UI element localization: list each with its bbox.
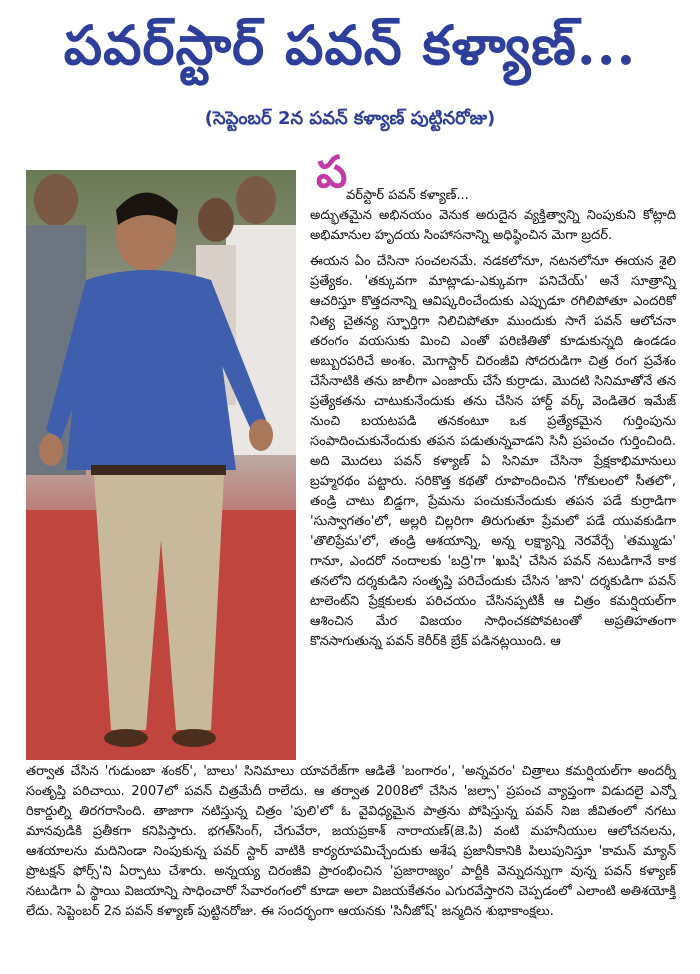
article-photo <box>26 170 296 760</box>
dropcap-letter: ప <box>316 147 348 198</box>
paragraph: తర్వాత చేసిన 'గుడుంబా శంకర్', 'బాలు' సినిమాలు యావరేజ్‌గా ఆడితే 'బంగారం', 'అన్నవరం' చిత్రాలు కమర్షియల్‌గా అందర్నీ సంతృప్తి పరిచాయి. 2007లో పవన్ చిత్రమేదీ రాలేదు. ఆ తర్వాత 2008లో చేసిన 'జల్సా' ప్రపంచ వ్యాప్తంగా విడుదలై ఎన్నో రికార్డుల్ని తిరగరాసింది. తాజాగా నటిస్తున్న చిత్రం 'పులి'లో ఓ వైవిధ్యమైన పాత్రను పోషిస్తున్న పవన్ నిజ జీవితంలో నగటు మానవుడికి ప్రతీకగా కనిపిస్తారు. భగత్‌సింగ్, చేగువేరా, జయప్రకాశ్ నారాయణ్(జె.పి) వంటి మహనీయుల ఆలోచనలను, ఆశయాలను మదినిండా నింపుకున్న పవర్ స్టార్ వాటికి కార్యరూపమిచ్చేందుకు అశేష ప్రజానీకానికి పిలుపునిస్తూ 'కామన్ మ్యాన్ ప్రొటక్షన్ ఫోర్స్'ని ఏర్పాటు చేశారు. అన్నయ్య చిరంజీవి ప్రారంభించిన 'ప్రజారాజ్యం' పార్టీకి వెన్నుదన్నుగా వున్న పవన్ కళ్యాణ్ నటుడిగా ఏ స్థాయి విజయాన్ని సాధించారో సేవారంగంలో కూడా అలా విజయకేతనం ఎగురవేస్తారని చెప్పడంలో ఎలాంటి అతిశయోక్తి లేదు. సెప్టెంబర్ 2న పవన్ కళ్యాణ్ పుట్టినరోజు. ఈ సందర్భంగా ఆయనకు 'సినీజోష్' జన్మదిన శుభాకాంక్షలు. <box>26 764 676 919</box>
subheadline: (సెప్టెంబర్ 2న పవన్ కళ్యాణ్ పుట్టినరోజు) <box>204 108 496 129</box>
headline: పవర్‌స్టార్ పవన్ కళ్యాణ్... <box>63 13 637 77</box>
article-column-text <box>310 206 676 658</box>
paragraph: అద్భుతమైన అభినయం వెనుక అరుదైన వ్యక్తిత్వాన్ని నింపుకుని కోట్లాది అభిమానుల హృదయ సింహాసనాన్ని అధిష్ఠించిన మెగా బ్రదర్. <box>310 208 676 243</box>
article-intro-line: వర్‌స్టార్ పవన్ కళ్యాణ్... <box>346 188 469 203</box>
article-full-width-text <box>26 762 676 922</box>
photo-person-icon <box>26 170 296 760</box>
paragraph: ఈయన ఏం చేసినా సంచలనమే. నడకలోనూ, నటనలోనూ ఈయన శైలి ప్రత్యేకం. 'తక్కువగా మాట్లాడు-ఎక్కువగా పనిచేయ్' అనే సూత్రాన్ని ఆచరిస్తూ కొత్తదనాన్ని ఆవిష్కరించేందుకు ఎప్పుడూ రగిలిపోతూ ఎందరికో నిత్య చైతన్య స్ఫూర్తిగా నిలిచిపోతూ ముందుకు సాగే పవన్ ఆలోచనా తరంగం వయసుకు మించి ఎంతో పరిణితితో కూడుకున్నది ఉండడం అబ్బురపరిచే అంశం. మెగాస్టార్ చిరంజీవి సోదరుడిగా చిత్ర రంగ ప్రవేశం చేసేనాటికి తను జాలీగా ఎంజాయ్ చేసే కుర్రాడు. మొదటి సినిమాతోనే తన ప్రత్యేకతను చాటుకునేందుకు తను చేసిన హార్డ్ వర్క్ వెండితెర ఇమేజ్ నుంచి బయటపడి తనకంటూ ఒక ప్రత్యేకమైన గుర్తింపును సంపాదించుకునేందుకు తపన పడుతున్నవాడని సినీ ప్రపంచం గుర్తించింది. అది మొదలు పవన్ కళ్యాణ్ ఏ సినిమా చేసినా ప్రేక్షకాభిమానులు బ్రహ్మరథం పట్టారు. సరికొత్త కథతో రూపొందించిన 'గోకులంలో సీతలో', తండ్రి చాటు బిడ్డగా, ప్రేమను పంచుకునేందుకు తపన పడే కుర్రాడిగా 'సుస్వాగతం'లో, అల్లరి చిల్లరిగా తిరుగుతూ ప్రేమలో పడే యువకుడిగా 'తొలిప్రేమ'లో, తండ్రి ఆశయాన్ని, అన్న లక్ష్యాన్ని నెరవేర్చే 'తమ్ముడు' గానూ, ఎందరో నందాలకు 'బద్రి'గా 'ఖుషి' చేసిన పవన్ నటుడిగానే కాక తనలోని దర్శకుడిని సంతృప్తి పరిచేందుకు చేసిన 'జాని' దర్శకుడిగా పవన్ టాలెంట్‌ని ప్రేక్షకులకు పరిచయం చేసినప్పటికీ ఆ చిత్రం కమర్షియల్‌గా ఆశించిన మేర విజయం సాధించకపోవటంతో అప్రతిహతంగా కొనసాగుతున్న పవన్ కెరీర్‌కి బ్రేక్ పడినట్లయింది. ఆ <box>310 254 676 649</box>
